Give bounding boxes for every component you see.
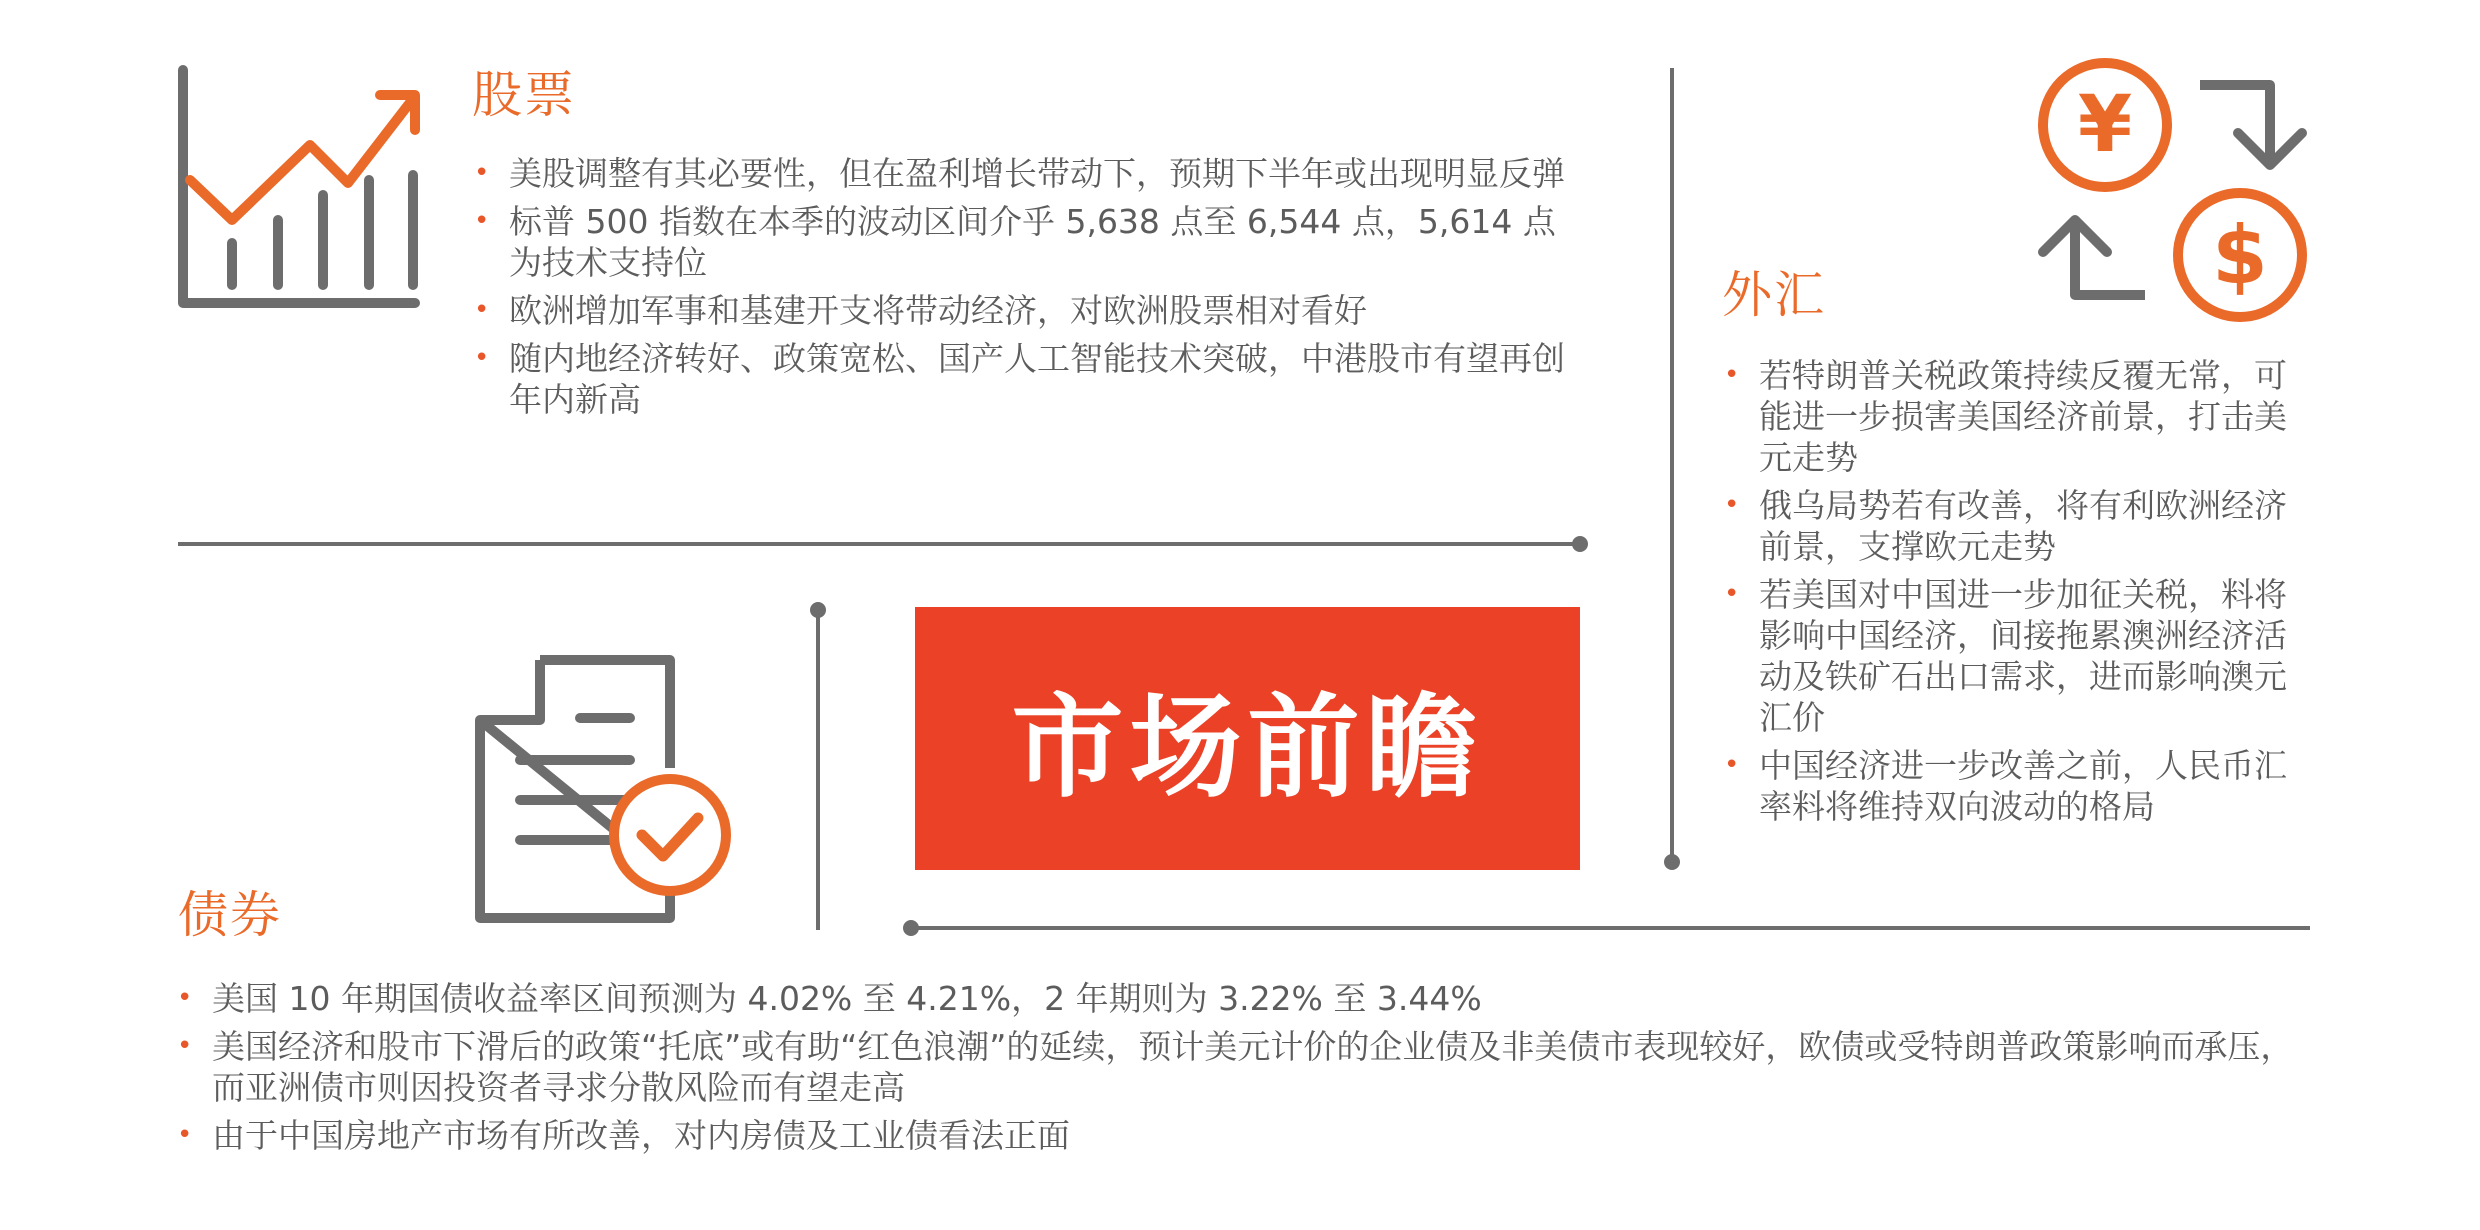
bullet-dot: • — [474, 295, 490, 325]
bullet-dot: • — [474, 158, 490, 188]
list-item — [472, 338, 1582, 420]
divider-forex-vertical — [1670, 68, 1674, 860]
list-item-text: 若特朗普关税政策持续反覆无常，可能进一步损害美国经济前景，打击美元走势 — [1759, 356, 2287, 477]
bullet-dot: • — [1724, 579, 1740, 609]
document-check-icon — [470, 650, 740, 925]
dollar-symbol: $ — [2212, 209, 2268, 302]
divider-node — [1664, 854, 1680, 870]
forex-bullet-list — [1722, 355, 2312, 834]
list-item — [175, 1115, 2315, 1156]
list-item — [472, 201, 1582, 283]
market-outlook-banner — [915, 607, 1580, 870]
list-item — [175, 978, 2315, 1019]
bullet-dot: • — [177, 1120, 193, 1150]
divider-bonds-horizontal — [915, 926, 2310, 930]
list-item — [1722, 574, 2312, 738]
banner-title: 市场前瞻 — [1011, 683, 1484, 813]
bullet-dot: • — [177, 1031, 193, 1061]
bullet-dot: • — [1724, 490, 1740, 520]
list-item-text: 由于中国房地产市场有所改善，对内房债及工业债看法正面 — [212, 1116, 1070, 1155]
bonds-heading: 债券 — [178, 886, 282, 944]
currency-exchange-icon — [2035, 55, 2320, 330]
bonds-bullet-list — [175, 978, 2315, 1163]
line-chart-up-icon — [170, 65, 430, 315]
forex-heading: 外汇 — [1722, 266, 1826, 324]
stocks-bullet-list — [472, 153, 1582, 427]
list-item — [472, 290, 1582, 331]
list-item-text: 标普 500 指数在本季的波动区间介乎 5,638 点至 6,544 点，5,614 点为技术支持位 — [509, 202, 1556, 282]
stocks-heading: 股票 — [472, 66, 576, 124]
bullet-dot: • — [474, 343, 490, 373]
bullet-dot: • — [1724, 360, 1740, 390]
list-item-text: 美国 10 年期国债收益率区间预测为 4.02% 至 4.21%，2 年期则为 3.22% 至 3.44% — [212, 979, 1482, 1018]
list-item-text: 中国经济进一步改善之前，人民币汇率料将维持双向波动的格局 — [1759, 746, 2287, 826]
list-item-text: 欧洲增加军事和基建开支将带动经济，对欧洲股票相对看好 — [509, 291, 1367, 330]
list-item-text: 美股调整有其必要性，但在盈利增长带动下，预期下半年或出现明显反弹 — [509, 154, 1565, 193]
divider-stocks-horizontal — [178, 542, 1578, 546]
list-item — [472, 153, 1582, 194]
yen-symbol: ¥ — [2077, 80, 2133, 170]
divider-node — [810, 602, 826, 618]
divider-node — [1572, 536, 1588, 552]
list-item — [1722, 355, 2312, 478]
list-item — [1722, 745, 2312, 827]
list-item — [1722, 485, 2312, 567]
list-item-text: 若美国对中国进一步加征关税，料将影响中国经济，间接拖累澳洲经济活动及铁矿石出口需求，进而影响澳元汇价 — [1759, 575, 2287, 737]
bullet-dot: • — [474, 206, 490, 236]
bullet-dot: • — [1724, 750, 1740, 780]
list-item — [175, 1026, 2315, 1108]
list-item-text: 美国经济和股市下滑后的政策“托底”或有助“红色浪潮”的延续，预计美元计价的企业债及非美债市表现较好，欧债或受特朗普政策影响而承压，而亚洲债市则因投资者寻求分散风险而有望走高 — [212, 1027, 2294, 1107]
list-item-text: 随内地经济转好、政策宽松、国产人工智能技术突破，中港股市有望再创年内新高 — [509, 339, 1565, 419]
list-item-text: 俄乌局势若有改善，将有利欧洲经济前景，支撑欧元走势 — [1759, 486, 2287, 566]
divider-bonds-vertical — [816, 610, 820, 930]
bullet-dot: • — [177, 983, 193, 1013]
divider-node — [903, 920, 919, 936]
